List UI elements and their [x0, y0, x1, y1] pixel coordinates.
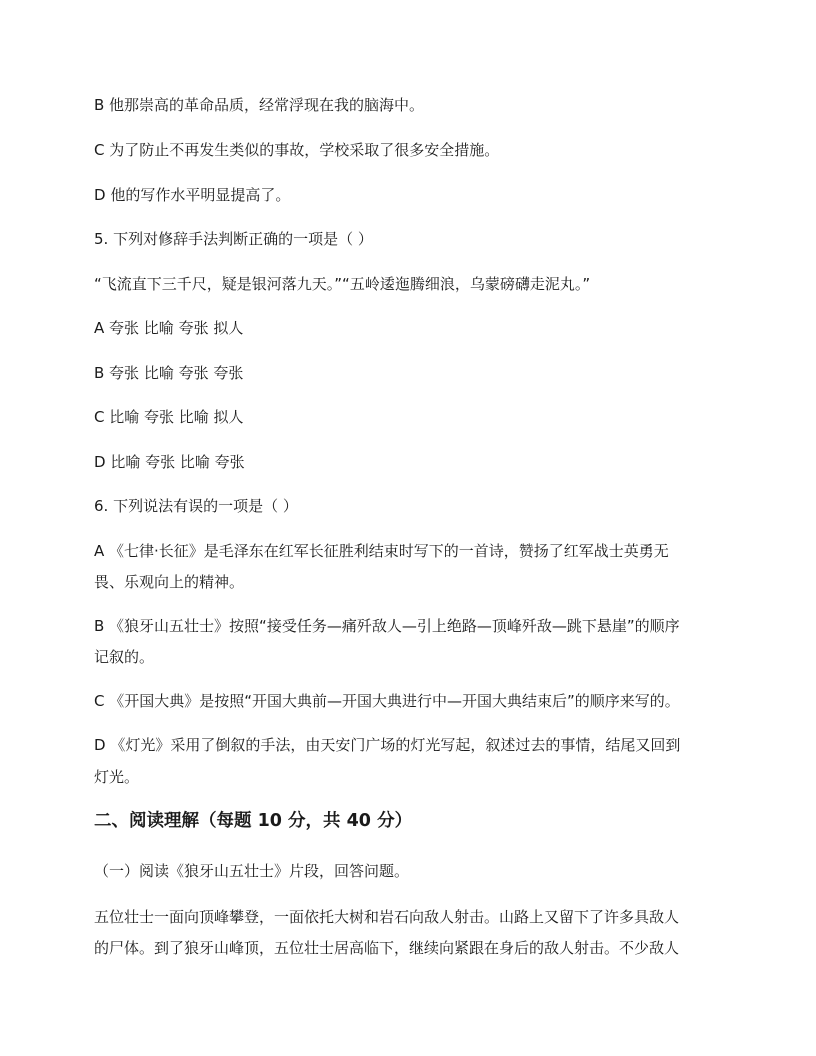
- passage-line-1: 五位壮士一面向顶峰攀登，一面依托大树和岩石向敌人射击。山路上又留下了许多具敌人: [94, 908, 680, 926]
- q6-option-b-line2: 记叙的。: [94, 648, 155, 666]
- q6-option-d-line1: D 《灯光》采用了倒叙的手法，由天安门广场的灯光写起，叙述过去的事情，结尾又回到: [94, 736, 681, 754]
- q6-option-d-line2: 灯光。: [94, 768, 140, 786]
- q4-option-d: D 他的写作水平明显提高了。: [94, 186, 291, 204]
- q4-option-c: C 为了防止不再发生类似的事故，学校采取了很多安全措施。: [94, 141, 500, 159]
- q5-option-a: A 夸张 比喻 夸张 拟人: [94, 319, 244, 337]
- section-heading-reading: 二、阅读理解（每题 10 分，共 40 分）: [94, 811, 413, 831]
- q5-option-b: B 夸张 比喻 夸张 夸张: [94, 364, 244, 382]
- q6-option-c: C 《开国大典》是按照“开国大典前—开国大典进行中—开国大典结束后”的顺序来写的。: [94, 692, 680, 710]
- q5-stem: 5. 下列对修辞手法判断正确的一项是（ ）: [94, 230, 373, 248]
- q6-option-a-line1: A 《七律·长征》是毛泽东在红军长征胜利结束时写下的一首诗，赞扬了红军战士英勇无: [94, 542, 669, 560]
- q6-option-a-line2: 畏、乐观向上的精神。: [94, 573, 245, 591]
- q5-option-d: D 比喻 夸张 比喻 夸张: [94, 453, 245, 471]
- q6-option-b-line1: B 《狼牙山五壮士》按照“接受任务—痛歼敌人—引上绝路—顶峰歼敌—跳下悬崖”的顺序: [94, 617, 680, 635]
- q5-option-c: C 比喻 夸张 比喻 拟人: [94, 408, 244, 426]
- reading-intro: （一）阅读《狼牙山五壮士》片段，回答问题。: [94, 862, 410, 880]
- q5-quote: “飞流直下三千尺，疑是银河落九天。”“五岭逶迤腾细浪，乌蒙磅礴走泥丸。”: [94, 275, 591, 293]
- q4-option-b: B 他那崇高的革命品质，经常浮现在我的脑海中。: [94, 96, 425, 114]
- q6-stem: 6. 下列说法有误的一项是（ ）: [94, 497, 298, 515]
- passage-line-2: 的尸体。到了狼牙山峰顶，五位壮士居高临下，继续向紧跟在身后的敌人射击。不少敌人: [94, 939, 680, 957]
